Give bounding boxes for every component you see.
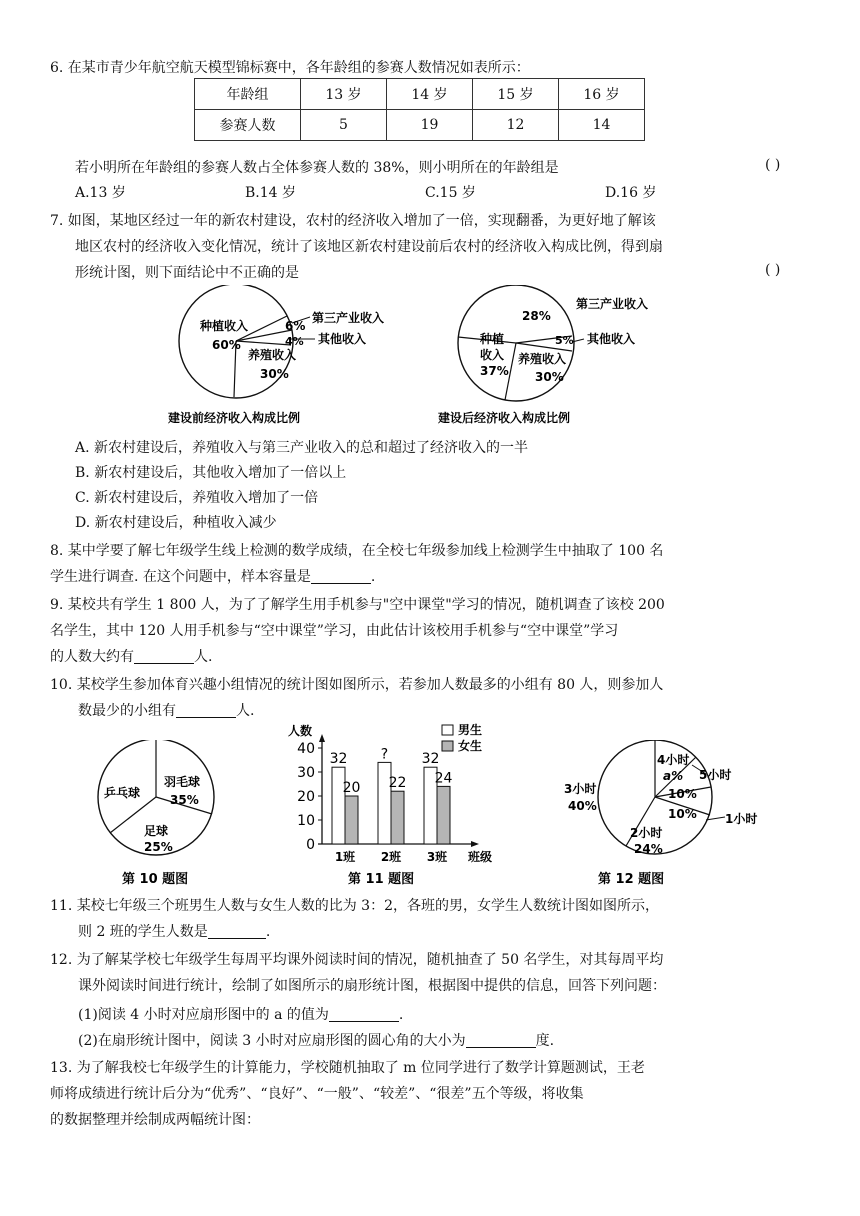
label: 5%: [555, 334, 574, 347]
q11-text: 则 2 班的学生人数是: [78, 924, 208, 940]
q7-line2: 地区农村的经济收入变化情况，统计了该地区新农村建设前后农村的经济收入构成比例，得到扇: [75, 239, 663, 255]
bar-value-label: 22: [388, 775, 407, 792]
q7-line1: 7. 如图，某地区经过一年的新农村建设，农村的经济收入增加了一倍，实现翻番，为更好地了解该: [50, 213, 656, 229]
q10-text: 数最少的小组有: [78, 703, 176, 719]
q10-line2: [78, 700, 254, 720]
q13-line2: 师将成绩进行统计后分为“优秀”、“良好”、“一般”、“较差”、“很差”五个等级，将收集: [50, 1086, 584, 1102]
q7-line3: 形统计图，则下面结论中不正确的是: [75, 265, 299, 281]
y-tick-label: 10: [297, 813, 315, 829]
y-tick-label: 40: [297, 741, 315, 757]
label: 其他收入: [587, 332, 636, 346]
legend-swatch-boys: [442, 725, 453, 735]
q12-pie: [560, 740, 760, 890]
bar-girls: [437, 786, 450, 844]
caption: 第 10 题图: [122, 872, 189, 887]
q12-sub1: [78, 1004, 403, 1024]
answer-blank[interactable]: [311, 567, 371, 584]
q10-end: 人.: [236, 703, 255, 719]
label: 种植收入: [200, 319, 249, 333]
label: 3小时: [564, 782, 597, 796]
bar-value-label: 24: [434, 770, 453, 787]
table-cell: 16 岁: [559, 79, 645, 110]
label: 35%: [170, 793, 199, 807]
q10-pie: [90, 740, 230, 890]
q8-line2: [50, 566, 375, 586]
q9-line3: [50, 646, 212, 666]
q11-end: .: [265, 924, 271, 940]
answer-blank[interactable]: [176, 701, 236, 718]
q13-line1: 13. 为了解我校七年级学生的计算能力，学校随机抽取了 m 位同学进行了数学计算题测试，王老: [50, 1060, 645, 1076]
answer-blank[interactable]: [329, 1005, 399, 1022]
label: 5小时: [699, 768, 732, 782]
bar-value-label: 32: [421, 751, 440, 768]
x-category-label: 1班: [334, 850, 356, 864]
label: 其他收入: [318, 332, 367, 346]
caption: 第 11 题图: [348, 872, 415, 887]
table-cell: 12: [473, 110, 559, 141]
q6-stem: 6. 在某市青少年航空航天模型锦标赛中，各年龄组的参赛人数情况如表所示：: [50, 60, 530, 76]
label: 羽毛球: [164, 775, 201, 789]
q12-sub1-text: (1)阅读 4 小时对应扇形图中的 a 的值为: [78, 1007, 329, 1023]
option-b: B.14 岁: [245, 185, 297, 201]
q9-line1: 9. 某校共有学生 1 800 人，为了了解学生用手机参与"空中课堂"学习的情况，随机调查了该校 200: [50, 597, 665, 613]
q13-line3: 的数据整理并绘制成两幅统计图：: [50, 1112, 260, 1128]
table-cell: 参赛人数: [195, 110, 301, 141]
caption-before: 建设前经济收入构成比例: [168, 411, 301, 425]
bar-boys: [332, 767, 345, 844]
q9-text: 的人数大约有: [50, 649, 134, 665]
legend-swatch-girls: [442, 741, 453, 751]
label: 乒乓球: [104, 786, 141, 800]
y-tick-label: 20: [297, 789, 315, 805]
answer-paren: ( ): [765, 262, 781, 278]
answer-paren: ( ): [765, 157, 781, 173]
q10-line1: 10. 某校学生参加体育兴趣小组情况的统计图如图所示，若参加人数最多的小组有 80 人，则参加人: [50, 677, 664, 693]
label: 37%: [480, 364, 509, 378]
label: 足球: [144, 824, 169, 838]
label: 30%: [535, 370, 564, 384]
table-cell: 14: [559, 110, 645, 141]
label: 40%: [568, 799, 597, 813]
answer-blank[interactable]: [134, 647, 194, 664]
answer-blank[interactable]: [466, 1031, 536, 1048]
table-cell: 5: [301, 110, 387, 141]
option-a: A.13 岁: [75, 185, 126, 201]
table-cell: 13 岁: [301, 79, 387, 110]
table-cell: 15 岁: [473, 79, 559, 110]
q8-text: 学生进行调查. 在这个问题中，样本容量是: [50, 569, 311, 585]
y-tick-label: 30: [297, 765, 315, 781]
bar-value-label: 20: [342, 780, 361, 796]
option-a: A. 新农村建设后，养殖收入与第三产业收入的总和超过了经济收入的一半: [75, 440, 529, 456]
q11-line1: 11. 某校七年级三个班男生人数与女生人数的比为 3：2，各班的男，女学生人数统计图如图所示，: [50, 898, 659, 914]
pie-before: [179, 285, 384, 398]
q11-bar-chart: [282, 718, 512, 890]
option-b: B. 新农村建设后，其他收入增加了一倍以上: [75, 465, 347, 481]
q9-line2: 名学生，其中 120 人用手机参与“空中课堂”学习，由此估计该校用手机参与“空中课堂”学习: [50, 623, 619, 639]
label: 养殖收入: [518, 352, 567, 366]
q8-line1: 8. 某中学要了解七年级学生线上检测的数学成绩，在全校七年级参加线上检测学生中抽取了 100 名: [50, 543, 664, 559]
table-cell: 14 岁: [387, 79, 473, 110]
option-c: C.15 岁: [425, 185, 476, 201]
label: 28%: [522, 309, 551, 323]
caption: 第 12 题图: [598, 872, 665, 887]
label: 4%: [285, 335, 304, 348]
label: 60%: [212, 338, 241, 352]
q12-sub2-end: 度.: [535, 1033, 555, 1049]
q12-line1: 12. 为了解某学校七年级学生每周平均课外阅读时间的情况，随机抽查了 50 名学生，对其每周平均: [50, 952, 664, 968]
q12-line2: 课外阅读时间进行统计，绘制了如图所示的扇形统计图，根据图中提供的信息，回答下列问题：: [78, 978, 666, 994]
label: 第三产业收入: [312, 311, 385, 325]
table-cell: 19: [387, 110, 473, 141]
x-axis-label: 班级: [468, 850, 493, 864]
pie-after: [458, 285, 648, 401]
option-d: D.16 岁: [605, 185, 657, 201]
label: 10%: [668, 787, 697, 801]
q12-sub2: [78, 1030, 554, 1050]
y-tick-label: 0: [306, 837, 315, 853]
legend-boys: 男生: [458, 723, 483, 737]
q6-table: [194, 78, 645, 141]
q7-pie-charts: [150, 285, 710, 430]
answer-blank[interactable]: [208, 922, 266, 939]
q9-end: 人.: [194, 649, 213, 665]
label: 30%: [260, 367, 289, 381]
legend-girls: 女生: [458, 739, 483, 753]
q12-sub1-end: .: [398, 1007, 404, 1023]
label: 种植: [480, 332, 505, 346]
bar-value-label: ?: [380, 746, 389, 763]
bar-girls: [391, 791, 404, 844]
q6-question: 若小明所在年龄组的参赛人数占全体参赛人数的 38%，则小明所在的年龄组是: [75, 160, 559, 176]
table-cell: 年龄组: [195, 79, 301, 110]
bar-girls: [345, 796, 358, 844]
caption-after: 建设后经济收入构成比例: [438, 411, 571, 425]
label: 2小时: [630, 826, 663, 840]
x-category-label: 3班: [426, 850, 448, 864]
label: 第三产业收入: [576, 297, 649, 311]
bar-value-label: 32: [329, 751, 348, 768]
label: 养殖收入: [248, 348, 297, 362]
x-category-label: 2班: [380, 850, 402, 864]
q12-sub2-text: (2)在扇形统计图中，阅读 3 小时对应扇形图的圆心角的大小为: [78, 1033, 466, 1049]
option-d: D. 新农村建设后，种植收入减少: [75, 515, 277, 531]
q11-line2: [78, 921, 270, 941]
label: 4小时: [657, 753, 690, 767]
label: 6%: [285, 319, 306, 333]
q8-end: .: [370, 569, 376, 585]
label: 24%: [634, 842, 663, 856]
y-axis-label: 人数: [288, 724, 313, 738]
label: 收入: [480, 348, 505, 362]
option-c: C. 新农村建设后，养殖收入增加了一倍: [75, 490, 319, 506]
label: 25%: [144, 840, 173, 854]
label: 1小时: [725, 812, 758, 826]
label: a%: [663, 769, 684, 783]
label: 10%: [668, 807, 697, 821]
